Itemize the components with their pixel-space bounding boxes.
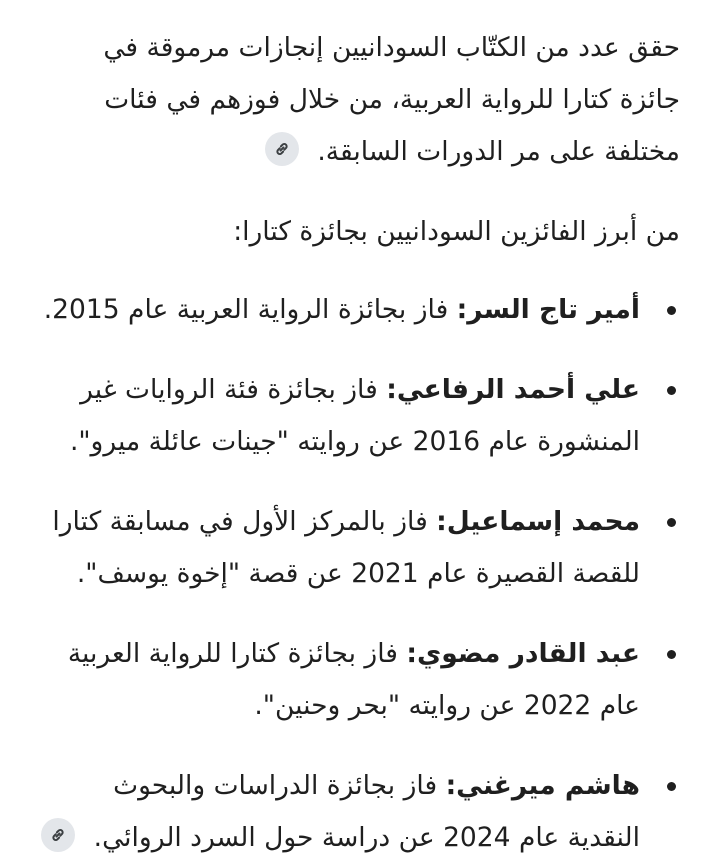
winner-detail: فاز بجائزة فئة الروايات غير المنشورة عام 2016 عن روايته "جينات عائلة ميرو".	[69, 374, 640, 457]
winners-list	[40, 284, 680, 864]
winner-name: محمد إسماعيل:	[436, 506, 640, 537]
winner-detail: فاز بالمركز الأول في مسابقة كتارا للقصة القصيرة عام 2021 عن قصة "إخوة يوسف".	[52, 506, 640, 589]
link-icon	[49, 826, 67, 844]
intro-text: حقق عدد من الكتّاب السودانيين إنجازات مرموقة في جائزة كتارا للرواية العربية، من خلال فوزهم في فئات مختلفة على مر الدورات السابقة.	[103, 32, 680, 167]
winner-detail: فاز بجائزة الرواية العربية عام 2015.	[43, 294, 457, 325]
winner-name: أمير تاج السر:	[456, 294, 640, 325]
list-item	[40, 496, 680, 600]
bullet-icon	[667, 650, 676, 659]
list-item	[40, 760, 680, 864]
link-icon	[273, 140, 291, 158]
list-item	[40, 364, 680, 468]
source-link-chip[interactable]	[265, 132, 299, 166]
winner-name: هاشم ميرغني:	[445, 770, 640, 801]
winner-name: علي أحمد الرفاعي:	[386, 374, 640, 405]
intro-paragraph	[40, 22, 680, 178]
winner-detail: فاز بجائزة كتارا للرواية العربية عام 2022 عن روايته "بحر وحنين".	[67, 638, 640, 721]
bullet-icon	[667, 386, 676, 395]
winner-name: عبد القادر مضوي:	[406, 638, 640, 669]
source-link-chip[interactable]	[41, 818, 75, 852]
bullet-icon	[667, 782, 676, 791]
winners-lead: من أبرز الفائزين السودانيين بجائزة كتارا:	[233, 216, 680, 247]
winner-detail: فاز بجائزة الدراسات والبحوث النقدية عام 2024 عن دراسة حول السرد الروائي.	[93, 770, 640, 853]
list-item	[40, 628, 680, 732]
list-item	[40, 284, 680, 336]
bullet-icon	[667, 518, 676, 527]
bullet-icon	[667, 306, 676, 315]
